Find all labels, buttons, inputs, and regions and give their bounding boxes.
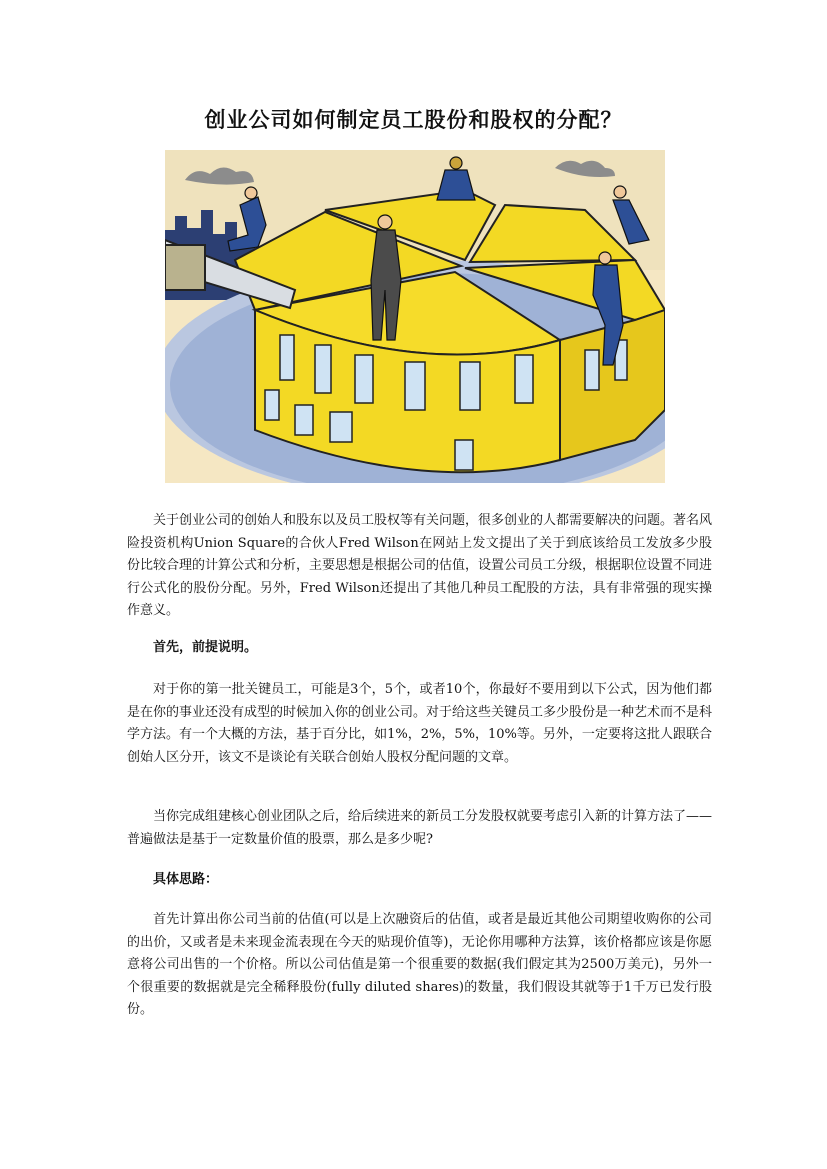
illustration-pie-building: [165, 150, 665, 483]
paragraph-approach: 首先计算出你公司当前的估值(可以是上次融资后的估值，或者是最近其他公司期望收购你的公司的出价，又或者是未来现金流表现在今天的贴现价值等)，无论你用哪种方法算，该价格都应该是你愿意将公司出售的一个价格。所以公司估值是第一个很重要的数据(我们假定其为2500万美元)，另外一个很重要的数据就是完全稀释股份(fully diluted shares)的数量，我们假设其就等于1千万已发行股份。: [127, 912, 712, 1017]
paragraph-core-team: 当你完成组建核心创业团队之后，给后续进来的新员工分发股权就要考虑引入新的计算方法了——普遍做法是基于一定数量价值的股票，那么是多少呢?: [127, 809, 713, 847]
section-heading-approach: 具体思路：: [153, 872, 219, 887]
paragraph-premise: 对于你的第一批关键员工，可能是3个，5个，或者10个，你最好不要用到以下公式，因为他们都是在你的事业还没有成型的时候加入你的创业公司。对于给这些关键员工多少股份是一种艺术而不是科学方法。有一个大概的方法，基于百分比，如1%，2%，5%，10%等。另外，一定要将这批人跟联合创始人区分开，该文不是谈论有关联合创始人股权分配问题的文章。: [127, 682, 713, 765]
paragraph-intro: 关于创业公司的创始人和股东以及员工股权等有关问题，很多创业的人都需要解决的问题。著名风险投资机构Union Square的合伙人Fred Wilson在网站上发文提出了关于到底该给员工发放多少股份比较合理的计算公式和分析，主要思想是根据公司的估值，设置公司员工分级，根据职位设置不同进行公式化的股份分配。另外，Fred Wilson还提出了其他几种员工配股的方法，具有非常强的现实操作意义。: [127, 513, 713, 618]
illustration-graphic: [165, 150, 665, 483]
section-heading-premise: 首先，前提说明。: [153, 640, 258, 655]
page-title: 创业公司如何制定员工股份和股权的分配？: [204, 108, 623, 132]
